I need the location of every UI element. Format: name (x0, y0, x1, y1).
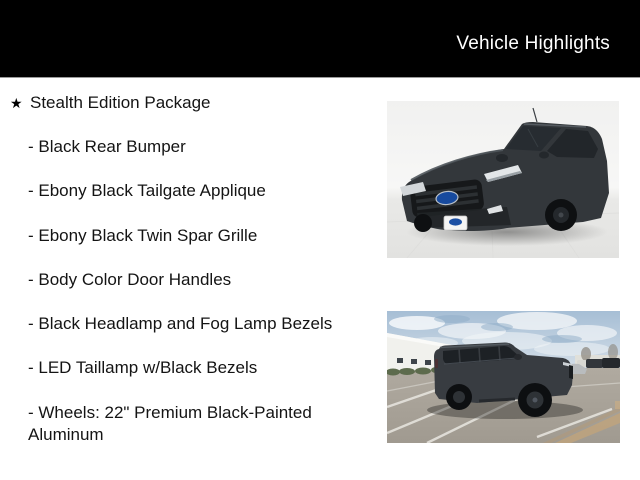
highlight-item: - Ebony Black Twin Spar Grille (28, 225, 258, 245)
highlight-item: - Black Headlamp and Fog Lamp Bezels (28, 314, 333, 334)
highlight-item: - Body Color Door Handles (28, 269, 232, 289)
highlight-item: - LED Taillamp w/Black Bezels (28, 358, 258, 378)
suv-front-illustration (387, 101, 619, 258)
header-bar (0, 0, 640, 78)
vehicle-photo-studio (387, 101, 619, 258)
highlight-item: - Wheels: 22" Premium Black-Painted Aluminum (28, 402, 312, 445)
suv-side-illustration (387, 311, 620, 443)
star-icon: ★ (10, 95, 23, 111)
vehicle-photo-lot (387, 311, 620, 443)
package-title-row (10, 92, 375, 114)
page-title: Vehicle Highlights (456, 32, 610, 54)
highlight-list (28, 136, 346, 468)
package-title: Stealth Edition Package (30, 93, 211, 112)
highlight-item: - Ebony Black Tailgate Applique (28, 181, 266, 201)
highlight-item: - Black Rear Bumper (28, 137, 186, 156)
